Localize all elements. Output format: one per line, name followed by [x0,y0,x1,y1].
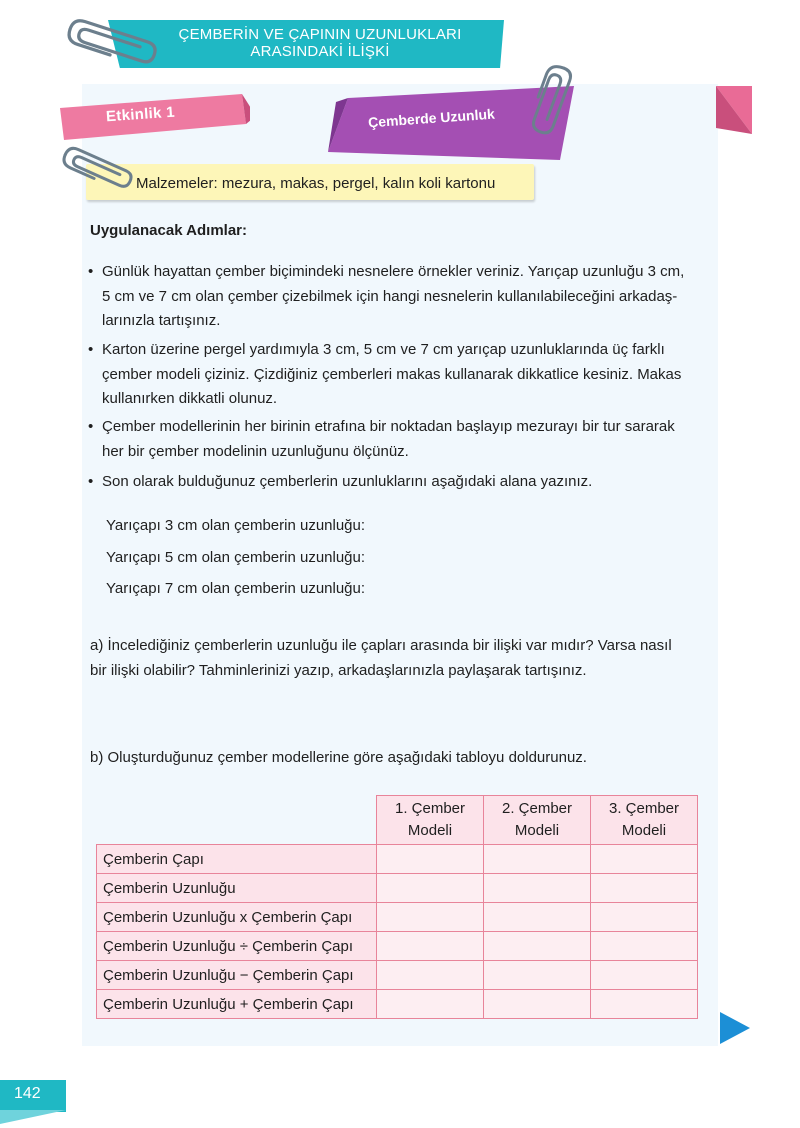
column-header-line: Modeli [407,822,453,839]
step-item [88,415,708,464]
corner-fold-icon [716,86,752,134]
paperclip-icon [52,146,138,192]
column-header-line: Modeli [621,822,667,839]
page-number: 142 [14,1085,41,1102]
question-a-line: a) İncelediğiniz çemberlerin uzunluğu ile çapları arasında bir ilişki var mıdır? Varsa nasıl [90,637,672,654]
table-row [97,903,698,932]
table-cell[interactable] [484,845,591,874]
table-cell[interactable] [377,845,484,874]
page-title [130,26,510,60]
step-item [88,470,708,495]
radius-3-line: Yarıçapı 3 cm olan çemberin uzunluğu: [106,517,366,534]
page-title-line1: ÇEMBERİN VE ÇAPININ UZUNLUKLARI [178,26,462,43]
table-corner [97,796,377,845]
table-cell[interactable] [591,932,698,961]
steps-heading: Uygulanacak Adımlar: [90,222,247,239]
column-header-line: 1. Çember [394,800,466,817]
table-cell[interactable] [484,990,591,1019]
table-header-row [97,796,698,845]
step-line: Günlük hayattan çember biçimindeki nesnelere örnekler veriniz. Yarıçap uzunluğu 3 cm, [102,263,685,280]
materials-text: Malzemeler: mezura, makas, pergel, kalın koli kartonu [136,175,496,192]
topic-tab-label: Çemberde Uzunluk [367,105,496,131]
step-line: kullanırken dikkatli olunuz. [102,390,278,407]
row-label: Çemberin Uzunluğu ÷ Çemberin Çapı [97,932,377,961]
table-cell[interactable] [377,932,484,961]
table-row [97,874,698,903]
row-label: Çemberin Çapı [97,845,377,874]
bullet-icon: • [88,341,94,358]
table-column-header [591,796,698,845]
table-cell[interactable] [377,990,484,1019]
table-cell[interactable] [484,961,591,990]
column-header-line: Modeli [514,822,560,839]
page-number-tail [0,1110,66,1124]
bullet-icon: • [88,263,94,280]
step-line: Çember modellerinin her birinin etrafına bir noktadan başlayıp mezurayı bir tur sararak [102,418,675,435]
row-label: Çemberin Uzunluğu − Çemberin Çapı [97,961,377,990]
next-arrow-icon[interactable] [720,1012,750,1044]
radius-7-line: Yarıçapı 7 cm olan çemberin uzunluğu: [106,580,366,597]
step-line: 5 cm ve 7 cm olan çember çizebilmek için hangi nesnelerin kullanılabileceğini arkadaş- [102,287,678,305]
table-cell[interactable] [591,961,698,990]
step-line: her bir çember modelinin uzunluğunu ölçünüz. [102,442,409,460]
table-cell[interactable] [591,903,698,932]
bullet-icon: • [88,473,94,490]
data-table [96,795,698,1019]
table-column-header [484,796,591,845]
row-label: Çemberin Uzunluğu x Çemberin Çapı [97,903,377,932]
table-cell[interactable] [377,874,484,903]
table-cell[interactable] [484,932,591,961]
paperclip-icon [530,62,574,138]
table-cell[interactable] [591,990,698,1019]
row-label: Çemberin Uzunluğu + Çemberin Çapı [97,990,377,1019]
column-header-line: 3. Çember [608,800,680,817]
step-line: Karton üzerine pergel yardımıyla 3 cm, 5 cm ve 7 cm yarıçap uzunluklarında üç farklı [102,341,665,358]
bullet-icon: • [88,418,94,435]
step-line: çember modeli çiziniz. Çizdiğiniz çemberleri makas kullanarak dikkatlice kesiniz. Makas [102,365,682,383]
column-header-line: 2. Çember [501,800,573,817]
table-cell[interactable] [591,874,698,903]
table-cell[interactable] [377,961,484,990]
row-label: Çemberin Uzunluğu [97,874,377,903]
table-cell[interactable] [591,845,698,874]
table-row [97,845,698,874]
step-line: Son olarak bulduğunuz çemberlerin uzunluklarını aşağıdaki alana yazınız. [102,473,593,490]
question-a-line: bir ilişki olabilir? Tahminlerinizi yazıp, arkadaşlarınızla paylaşarak tartışınız. [90,662,587,679]
table-column-header [377,796,484,845]
table-row [97,932,698,961]
page-title-line2: ARASINDAKİ İLİŞKİ [250,43,390,60]
question-b: b) Oluşturduğunuz çember modellerine göre aşağıdaki tabloyu doldurunuz. [90,749,587,766]
activity-tab-label: Etkinlik 1 [105,103,176,126]
table-cell[interactable] [377,903,484,932]
step-line: larınızla tartışınız. [102,312,221,329]
table-cell[interactable] [484,903,591,932]
table-row [97,990,698,1019]
question-a [90,633,710,683]
radius-5-line: Yarıçapı 5 cm olan çemberin uzunluğu: [106,549,366,566]
step-item [88,338,708,412]
table-cell[interactable] [484,874,591,903]
step-item [88,260,708,334]
table-row [97,961,698,990]
paperclip-icon [54,16,164,68]
